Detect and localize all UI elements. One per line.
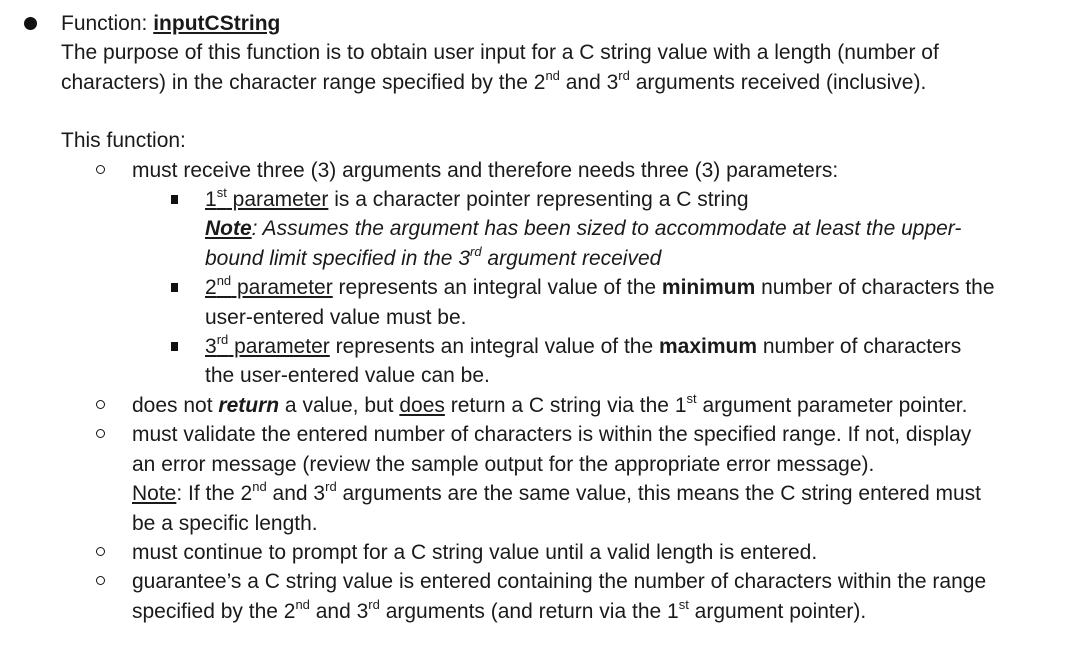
validate-note-line-2: be a specific length.: [132, 511, 318, 535]
param-3-item: [0, 332, 1072, 361]
square-bullet-icon: [171, 195, 178, 204]
hollow-circle-bullet-icon: [96, 165, 105, 174]
param-1-label: [205, 185, 329, 212]
emphasis-maximum: maximum: [659, 335, 758, 359]
param-3-label: [205, 332, 330, 359]
list-item-text: does not: [132, 393, 219, 417]
emphasis-minimum: minimum: [661, 276, 756, 300]
list-item-text: argument pointer).: [688, 599, 867, 623]
list-item-text: and 3: [309, 599, 369, 623]
list-item-text: arguments (and return via the 1: [379, 599, 679, 623]
param-description: represents an integral value of the: [332, 276, 662, 300]
superscript: rd: [325, 479, 337, 495]
guarantee-line-2: [0, 597, 1072, 626]
list-item-prompt: [0, 538, 1072, 567]
superscript: nd: [545, 67, 560, 83]
list-item-text: a value, but: [279, 393, 400, 417]
superscript: rd: [470, 243, 482, 259]
square-bullet-icon: [171, 283, 178, 292]
superscript: rd: [618, 67, 630, 83]
param-word: parameter: [226, 188, 329, 212]
param-word: parameter: [228, 335, 330, 359]
note-text: arguments are the same value, this means the C string entered must: [336, 482, 981, 506]
param-1-note-line-1: [0, 214, 1072, 243]
list-item-text: must receive three (3) arguments and therefore needs three (3) parameters:: [132, 158, 839, 182]
purpose-text: and 3: [559, 70, 619, 94]
purpose-line-2: [0, 68, 1072, 97]
param-description: is a character pointer representing a C string: [328, 188, 749, 212]
filled-circle-bullet-icon: [24, 17, 37, 30]
purpose-line-1: The purpose of this function is to obtain user input for a C string value with a length (number of: [61, 41, 939, 65]
list-item-guarantee: [0, 567, 1072, 596]
function-name: inputCString: [153, 12, 281, 35]
superscript: st: [678, 596, 689, 612]
hollow-circle-bullet-icon: [96, 547, 105, 556]
param-2-item: [0, 273, 1072, 302]
function-heading: [0, 9, 1072, 38]
param-description: number of characters the: [755, 276, 995, 300]
note-text: bound limit specified in the 3: [205, 246, 470, 270]
superscript: rd: [216, 332, 229, 348]
param-3-line-2: the user-entered value can be.: [205, 364, 490, 388]
param-1-item: [0, 185, 1072, 214]
list-item-text: must validate the entered number of characters is within the specified range. If not, display: [132, 423, 972, 447]
superscript: st: [686, 390, 697, 406]
spacer: [0, 97, 1072, 126]
param-number: 1: [205, 188, 217, 212]
square-bullet-icon: [171, 342, 178, 351]
hollow-circle-bullet-icon: [96, 400, 105, 409]
note-text: and 3: [266, 482, 326, 506]
list-item-text: guarantee’s a C string value is entered containing the number of characters within the range: [132, 570, 987, 594]
this-function-label: This function:: [61, 129, 186, 153]
purpose-text: arguments received (inclusive).: [629, 70, 927, 94]
superscript: st: [216, 185, 227, 201]
param-1-note-line-2: [0, 244, 1072, 273]
emphasis-return: return: [218, 393, 280, 417]
note-label: Note: [132, 482, 177, 506]
validate-note-line-1: [0, 479, 1072, 508]
list-item-text: must continue to prompt for a C string value until a valid length is entered.: [132, 540, 818, 564]
list-item-validate: [0, 420, 1072, 449]
note-text: : If the 2: [176, 482, 253, 506]
superscript: nd: [252, 479, 267, 495]
list-item-returns: [0, 391, 1072, 420]
list-item-text: argument parameter pointer.: [696, 393, 968, 417]
validate-line-2: an error message (review the sample output for the appropriate error message).: [132, 452, 875, 476]
superscript: nd: [295, 596, 310, 612]
param-number: 2: [205, 276, 217, 300]
param-number: 3: [205, 335, 217, 359]
param-description: number of characters: [757, 335, 962, 359]
param-2-line-2: user-entered value must be.: [205, 305, 467, 329]
heading-prefix: Function:: [61, 12, 154, 35]
list-item-text: specified by the 2: [132, 599, 296, 623]
param-description: represents an integral value of the: [329, 335, 659, 359]
list-item-text: return a C string via the 1: [444, 393, 687, 417]
document-body: [0, 9, 1072, 626]
superscript: nd: [216, 273, 232, 289]
note-text: : Assumes the argument has been sized to accommodate at least the upper-: [251, 217, 962, 241]
param-2-label: [205, 273, 333, 300]
note-label: Note: [205, 217, 252, 241]
param-word: parameter: [231, 276, 333, 300]
note-text: argument received: [481, 246, 662, 270]
emphasis-does: does: [399, 393, 445, 417]
purpose-text: characters) in the character range specified by the 2: [61, 70, 546, 94]
list-item-receive: [0, 156, 1072, 185]
superscript: rd: [368, 596, 380, 612]
